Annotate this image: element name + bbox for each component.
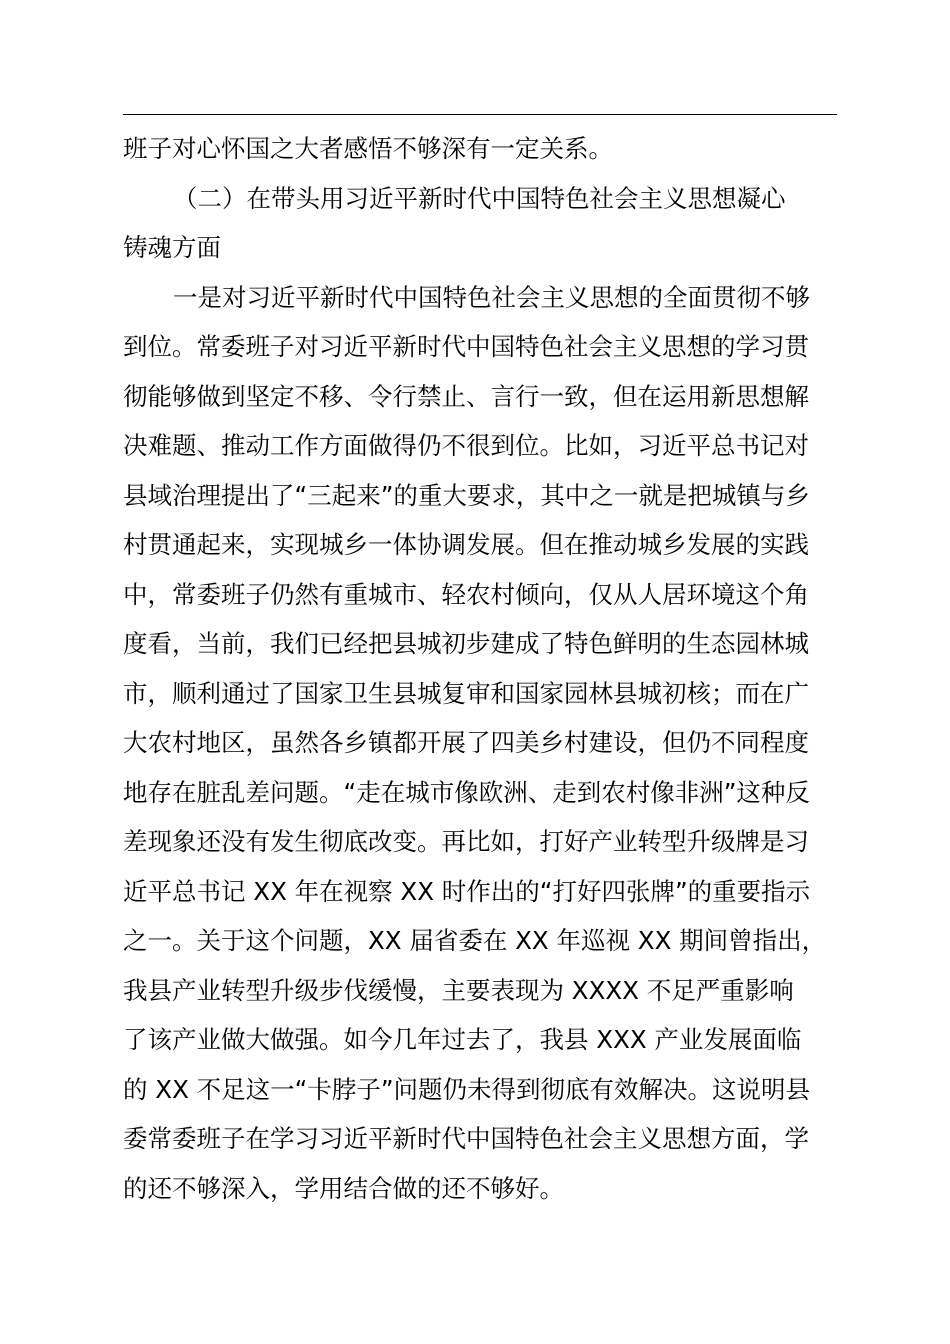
text-line: 到位。常委班子对习近平新时代中国特色社会主义思想的学习贯: [123, 332, 809, 361]
text-line: 的 XX 不足这一“卡脖子”问题仍未得到彻底有效解决。这说明县: [123, 1074, 811, 1104]
text-line: 地存在脏乱差问题。“走在城市像欧洲、走到农村像非洲”这种反: [123, 777, 810, 807]
section-heading-continued: 铸魂方面: [123, 233, 221, 262]
text-line: 我县产业转型升级步伐缓慢，主要表现为 XXXX 不足严重影响: [123, 975, 794, 1005]
text-line: 县域治理提出了“三起来”的重大要求，其中之一就是把城镇与乡: [123, 480, 810, 510]
text-line: 的还不够深入，学用结合做的还不够好。: [123, 1173, 564, 1203]
document-body: [123, 124, 837, 1213]
text-line: 班子对心怀国之大者感悟不够深有一定关系。: [123, 134, 613, 163]
text-line: 大农村地区，虽然各乡镇都开展了四美乡村建设，但仍不同程度: [123, 728, 809, 757]
text-line: 中，常委班子仍然有重城市、轻农村倾向，仅从人居环境这个角: [123, 579, 809, 609]
text-line: 了该产业做大做强。如今几年过去了，我县 XXX 产业发展面临: [123, 1025, 802, 1054]
section-heading: （二）在带头用习近平新时代中国特色社会主义思想凝心: [173, 183, 786, 213]
text-line: 近平总书记 XX 年在视察 XX 时作出的“打好四张牌”的重要指示: [123, 876, 811, 906]
text-line: 市，顺利通过了国家卫生县城复审和国家园林县城初核；而在广: [123, 678, 809, 708]
text-line: 度看，当前，我们已经把县城初步建成了特色鲜明的生态园林城: [123, 629, 809, 658]
text-line: 村贯通起来，实现城乡一体协调发展。但在推动城乡发展的实践: [123, 530, 809, 559]
text-line: 委常委班子在学习习近平新时代中国特色社会主义思想方面，学: [123, 1124, 809, 1153]
text-line: 彻能够做到坚定不移、令行禁止、言行一致，但在运用新思想解: [123, 381, 809, 411]
paragraph-first-line: 一是对习近平新时代中国特色社会主义思想的全面贯彻不够: [173, 282, 810, 312]
header-rule: [123, 114, 837, 115]
text-line: 决难题、推动工作方面做得仍不很到位。比如，习近平总书记对: [123, 431, 809, 460]
text-line: 之一。关于这个问题，XX 届省委在 XX 年巡视 XX 期间曾指出，: [123, 926, 827, 955]
text-line: 差现象还没有发生彻底改变。再比如，打好产业转型升级牌是习: [123, 827, 809, 856]
